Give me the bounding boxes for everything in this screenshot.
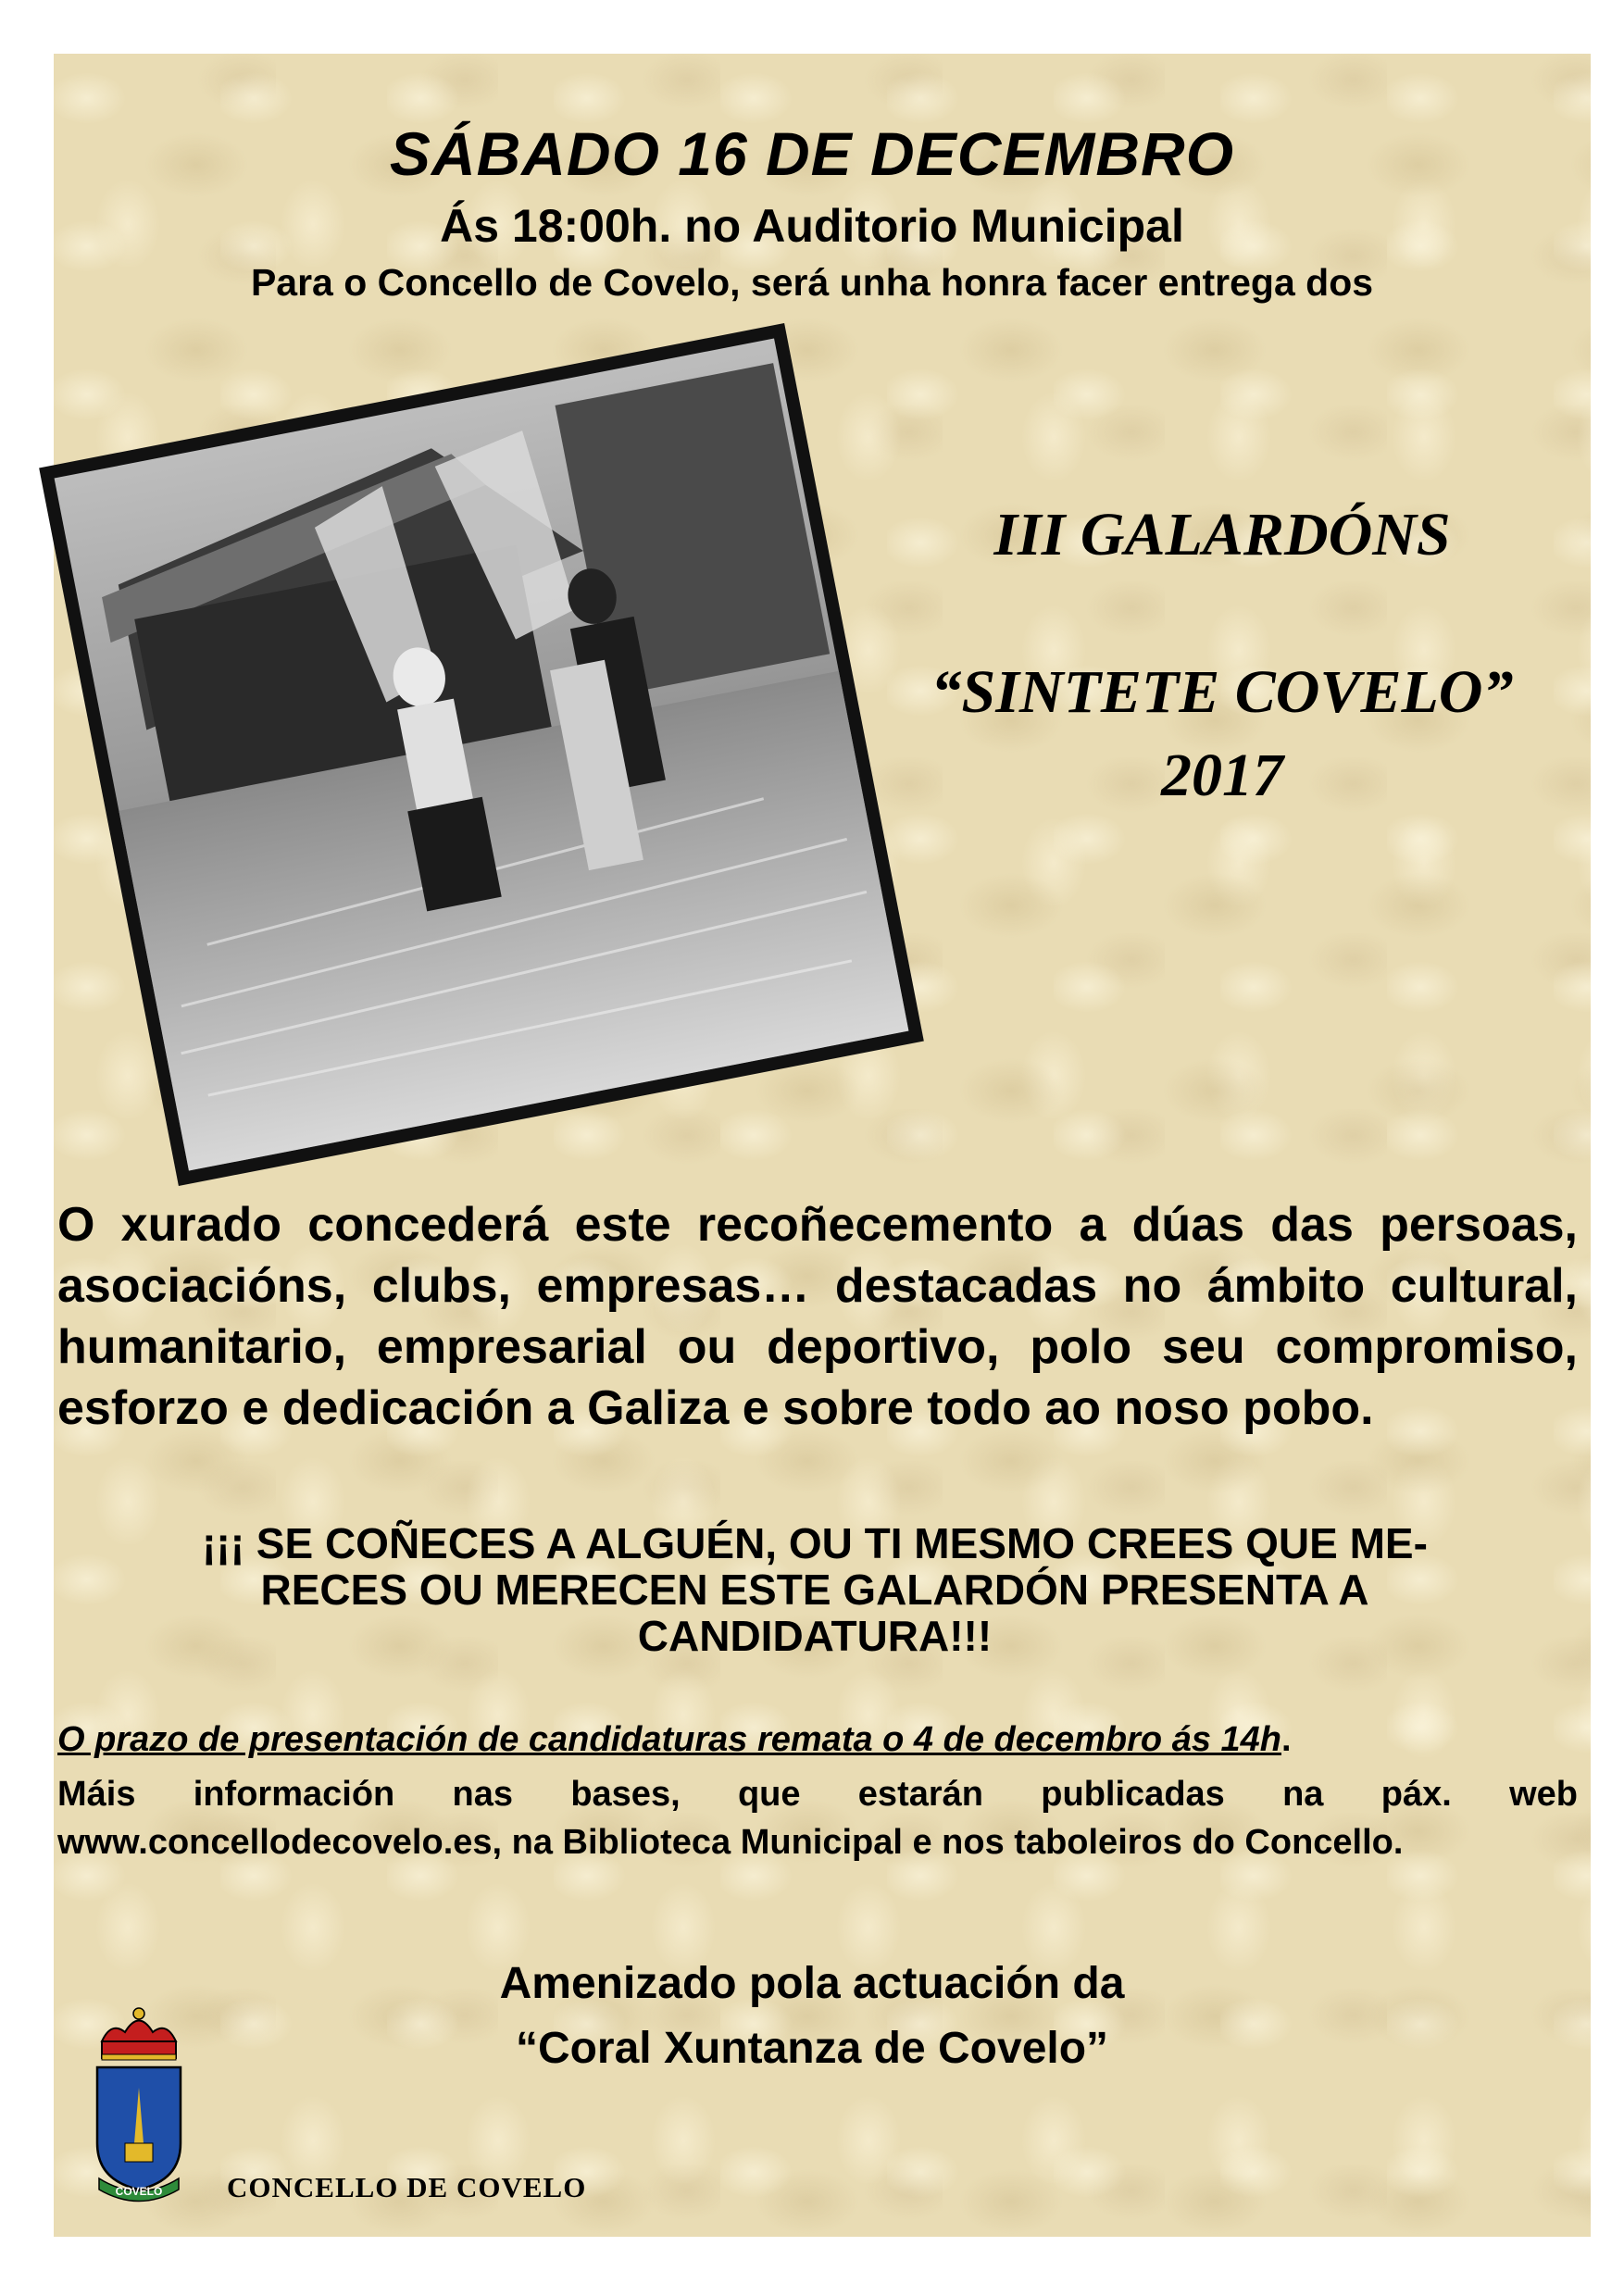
event-intro: Para o Concello de Covelo, será unha honra facer entrega dos: [250, 261, 1374, 304]
org-footer: CONCELLO DE COVELO: [227, 2171, 587, 2203]
music-line-1: Amenizado pola actuación da: [499, 1959, 1125, 2008]
historic-photo: [39, 323, 924, 1186]
jury-paragraph: O xurado concederá este recoñecemento a dúas das persoas, asociacións, clubs, empresas… destacadas no ámbito cultural, humanitario, empresarial ou deportivo, polo seu compromiso, esforzo e dedicación a Galiza e sobre todo ao noso pobo.: [57, 1198, 1578, 1435]
threshing-photo-image: [39, 323, 924, 1186]
deadline-notice: [57, 1720, 1578, 1760]
candidature-call: [83, 1520, 1546, 1659]
music-line-2: “Coral Xuntanza de Covelo”: [515, 2024, 1109, 2073]
crown-icon: [102, 2008, 176, 2060]
award-name: “SINTETE COVELO”: [931, 658, 1514, 726]
award-year: 2017: [1161, 742, 1283, 809]
deadline-period: .: [1281, 1720, 1292, 1759]
candidature-call-line: CANDIDATURA!!!: [637, 1612, 993, 1660]
award-edition: III GALARDÓNS: [993, 501, 1451, 568]
deadline-text: O prazo de presentación de candidaturas remata o 4 de decembro ás 14h: [57, 1720, 1282, 1759]
event-date: SÁBADO 16 DE DECEMBRO: [389, 119, 1235, 188]
candidature-call-line: RECES OU MERECEN ESTE GALARDÓN PRESENTA A: [260, 1566, 1369, 1614]
crest-ribbon-text: COVELO: [115, 2185, 163, 2198]
event-time-place: Ás 18:00h. no Auditorio Municipal: [440, 200, 1184, 252]
covelo-crest-icon: [88, 2004, 190, 2208]
candidature-call-line: ¡¡¡ SE COÑECES A ALGUÉN, OU TI MESMO CREES QUE ME-: [202, 1519, 1428, 1567]
info-paragraph: Máis información nas bases, que estarán publicadas na páx. web www.concellodecovelo.es, na Biblioteca Municipal e nos taboleiros do Concello.: [57, 1775, 1578, 1862]
